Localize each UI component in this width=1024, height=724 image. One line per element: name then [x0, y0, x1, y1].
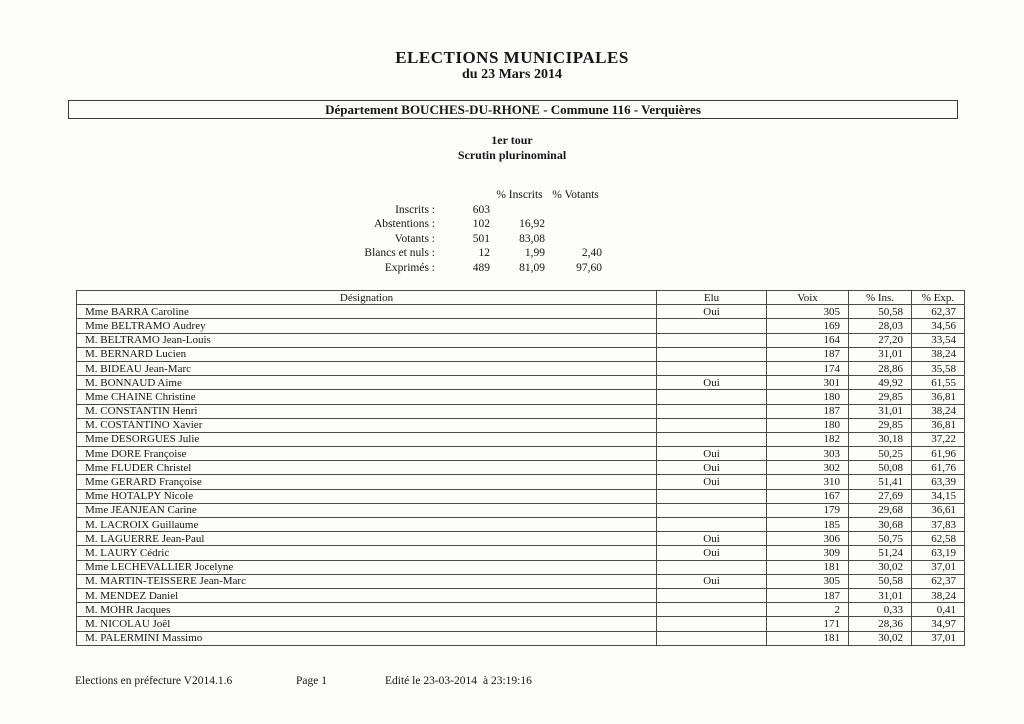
summary-label: Votants :	[394, 232, 435, 245]
candidate-voix: 180	[767, 418, 849, 432]
candidate-elu	[657, 603, 767, 617]
results-header-row	[77, 291, 965, 305]
candidate-elu: Oui	[657, 546, 767, 560]
candidate-voix: 181	[767, 560, 849, 574]
candidate-pct-exp: 37,01	[912, 631, 965, 645]
candidate-designation: M. LACROIX Guillaume	[77, 518, 657, 532]
summary-pct-votants	[547, 203, 604, 218]
summary-header-spacer	[437, 188, 492, 203]
candidate-row	[77, 518, 965, 532]
candidate-row	[77, 418, 965, 432]
summary-label: Blancs et nuls :	[364, 247, 435, 260]
candidate-elu	[657, 347, 767, 361]
summary-value: 501	[472, 232, 490, 245]
candidate-designation: Mme GERARD Françoise	[77, 475, 657, 489]
summary-row	[252, 246, 604, 261]
candidate-row	[77, 546, 965, 560]
candidate-designation: Mme BELTRAMO Audrey	[77, 319, 657, 333]
candidate-voix: 185	[767, 518, 849, 532]
candidate-designation: Mme CHAINE Christine	[77, 390, 657, 404]
results-table	[76, 290, 965, 646]
candidate-pct-exp: 61,96	[912, 447, 965, 461]
summary-header	[252, 188, 604, 203]
summary-pct-inscrits: 81,09	[519, 261, 545, 274]
page-subtitle: du 23 Mars 2014	[462, 67, 562, 82]
candidate-designation: Mme LECHEVALLIER Jocelyne	[77, 560, 657, 574]
candidate-designation: Mme BARRA Caroline	[77, 305, 657, 319]
candidate-voix: 309	[767, 546, 849, 560]
candidate-pct-exp: 36,81	[912, 418, 965, 432]
candidate-designation: M. MARTIN-TEISSERE Jean-Marc	[77, 574, 657, 588]
candidate-designation: Mme JEANJEAN Carine	[77, 503, 657, 517]
candidate-elu: Oui	[657, 461, 767, 475]
candidate-elu	[657, 503, 767, 517]
candidate-pct-exp: 37,01	[912, 560, 965, 574]
candidate-pct-ins: 31,01	[849, 588, 912, 602]
candidate-row	[77, 305, 965, 319]
summary-header-row	[252, 188, 604, 203]
department-banner: Département BOUCHES-DU-RHONE - Commune 116 - Verquières	[68, 100, 958, 119]
candidate-voix: 310	[767, 475, 849, 489]
header-elu: Elu	[657, 291, 767, 305]
candidate-designation: M. LAURY Cédric	[77, 546, 657, 560]
header-pct-ins: % Ins.	[849, 291, 912, 305]
candidate-elu: Oui	[657, 447, 767, 461]
candidate-elu: Oui	[657, 475, 767, 489]
candidate-pct-ins: 29,85	[849, 390, 912, 404]
candidate-voix: 181	[767, 631, 849, 645]
candidate-designation: M. LAGUERRE Jean-Paul	[77, 532, 657, 546]
candidate-row	[77, 631, 965, 645]
candidate-voix: 306	[767, 532, 849, 546]
page-title: ELECTIONS MUNICIPALES	[395, 48, 629, 67]
summary-pct-inscrits	[492, 203, 547, 218]
summary-pct-inscrits: 83,08	[519, 232, 545, 245]
candidate-row	[77, 461, 965, 475]
candidate-voix: 180	[767, 390, 849, 404]
candidate-pct-exp: 38,24	[912, 588, 965, 602]
candidate-designation: M. BELTRAMO Jean-Louis	[77, 333, 657, 347]
candidate-elu	[657, 588, 767, 602]
candidate-pct-exp: 36,61	[912, 503, 965, 517]
candidate-voix: 303	[767, 447, 849, 461]
candidate-pct-ins: 50,58	[849, 305, 912, 319]
summary-pct-votants: 97,60	[576, 261, 602, 274]
candidate-pct-ins: 29,68	[849, 503, 912, 517]
candidate-elu	[657, 361, 767, 375]
candidate-pct-ins: 30,02	[849, 631, 912, 645]
candidate-pct-ins: 28,36	[849, 617, 912, 631]
candidate-row	[77, 532, 965, 546]
header-voix: Voix	[767, 291, 849, 305]
summary-body	[252, 203, 604, 276]
candidate-pct-exp: 61,55	[912, 376, 965, 390]
candidate-pct-ins: 51,41	[849, 475, 912, 489]
candidate-designation: M. BERNARD Lucien	[77, 347, 657, 361]
summary-value: 489	[472, 261, 490, 274]
candidate-row	[77, 319, 965, 333]
candidate-pct-ins: 27,20	[849, 333, 912, 347]
candidate-elu	[657, 333, 767, 347]
candidate-pct-exp: 33,54	[912, 333, 965, 347]
candidate-row	[77, 588, 965, 602]
candidate-voix: 187	[767, 588, 849, 602]
candidate-voix: 179	[767, 503, 849, 517]
candidate-voix: 187	[767, 347, 849, 361]
candidate-designation: Mme FLUDER Christel	[77, 461, 657, 475]
summary-pct-votants	[547, 217, 604, 232]
candidate-pct-exp: 63,39	[912, 475, 965, 489]
candidate-pct-ins: 30,02	[849, 560, 912, 574]
candidate-pct-ins: 31,01	[849, 404, 912, 418]
candidate-pct-exp: 0,41	[912, 603, 965, 617]
summary-row	[252, 261, 604, 276]
candidate-row	[77, 617, 965, 631]
summary-row	[252, 232, 604, 247]
summary-row	[252, 217, 604, 232]
summary-header-pct-votants: % Votants	[552, 189, 599, 202]
summary-header-spacer	[252, 188, 437, 203]
summary-label: Inscrits :	[395, 203, 435, 216]
summary-value: 102	[472, 218, 490, 231]
candidate-row	[77, 603, 965, 617]
candidate-pct-ins: 28,03	[849, 319, 912, 333]
candidate-pct-exp: 35,58	[912, 361, 965, 375]
candidate-pct-ins: 50,58	[849, 574, 912, 588]
candidate-designation: M. NICOLAU Joël	[77, 617, 657, 631]
candidate-elu	[657, 404, 767, 418]
candidate-elu	[657, 489, 767, 503]
candidate-row	[77, 347, 965, 361]
candidate-voix: 167	[767, 489, 849, 503]
candidate-pct-exp: 37,83	[912, 518, 965, 532]
candidate-voix: 2	[767, 603, 849, 617]
candidate-row	[77, 361, 965, 375]
candidate-pct-exp: 34,56	[912, 319, 965, 333]
round-label: 1er tour	[491, 133, 533, 147]
candidate-voix: 182	[767, 432, 849, 446]
candidate-designation: M. CONSTANTIN Henri	[77, 404, 657, 418]
candidate-row	[77, 574, 965, 588]
candidate-voix: 171	[767, 617, 849, 631]
candidate-elu	[657, 390, 767, 404]
candidate-voix: 164	[767, 333, 849, 347]
candidate-row	[77, 475, 965, 489]
candidate-row	[77, 390, 965, 404]
candidate-pct-exp: 38,24	[912, 347, 965, 361]
candidate-pct-ins: 51,24	[849, 546, 912, 560]
header-designation: Désignation	[77, 291, 657, 305]
candidate-voix: 302	[767, 461, 849, 475]
candidate-elu	[657, 319, 767, 333]
candidate-designation: Mme DESORGUES Julie	[77, 432, 657, 446]
candidate-elu: Oui	[657, 532, 767, 546]
candidate-pct-ins: 30,18	[849, 432, 912, 446]
candidate-designation: Mme HOTALPY Nicole	[77, 489, 657, 503]
footer-version: Elections en préfecture V2014.1.6	[75, 675, 233, 687]
candidate-elu	[657, 518, 767, 532]
candidate-pct-exp: 62,37	[912, 305, 965, 319]
candidate-pct-exp: 38,24	[912, 404, 965, 418]
footer-edit-date: Edité le 23-03-2014	[385, 675, 477, 687]
candidate-pct-exp: 63,19	[912, 546, 965, 560]
candidate-designation: M. PALERMINI Massimo	[77, 631, 657, 645]
candidate-elu	[657, 418, 767, 432]
candidate-pct-ins: 27,69	[849, 489, 912, 503]
candidate-designation: M. MOHR Jacques	[77, 603, 657, 617]
summary-value: 603	[472, 203, 490, 216]
footer-page-number: Page 1	[296, 675, 327, 687]
candidate-pct-ins: 28,86	[849, 361, 912, 375]
candidate-row	[77, 447, 965, 461]
ballot-type-label: Scrutin plurinominal	[457, 148, 567, 162]
summary-value: 12	[478, 247, 490, 260]
candidate-elu: Oui	[657, 305, 767, 319]
candidate-pct-exp: 62,58	[912, 532, 965, 546]
candidate-elu	[657, 631, 767, 645]
candidate-elu	[657, 560, 767, 574]
candidate-row	[77, 432, 965, 446]
summary-label: Abstentions :	[373, 218, 435, 231]
candidate-designation: Mme DORE Françoise	[77, 447, 657, 461]
candidate-designation: M. BONNAUD Aime	[77, 376, 657, 390]
candidate-elu	[657, 617, 767, 631]
candidate-pct-ins: 50,08	[849, 461, 912, 475]
candidate-pct-exp: 61,76	[912, 461, 965, 475]
candidate-row	[77, 503, 965, 517]
summary-pct-votants: 2,40	[581, 247, 602, 260]
candidate-voix: 301	[767, 376, 849, 390]
summary-pct-inscrits: 16,92	[519, 218, 545, 231]
candidate-designation: M. COSTANTINO Xavier	[77, 418, 657, 432]
summary-pct-votants	[547, 232, 604, 247]
summary-table	[252, 188, 604, 275]
candidate-pct-exp: 36,81	[912, 390, 965, 404]
header-pct-exp: % Exp.	[912, 291, 965, 305]
summary-row	[252, 203, 604, 218]
candidate-voix: 305	[767, 574, 849, 588]
candidate-elu	[657, 432, 767, 446]
candidate-pct-exp: 37,22	[912, 432, 965, 446]
candidate-pct-ins: 50,25	[849, 447, 912, 461]
candidate-designation: M. BIDEAU Jean-Marc	[77, 361, 657, 375]
candidate-pct-ins: 31,01	[849, 347, 912, 361]
candidate-elu: Oui	[657, 376, 767, 390]
candidate-row	[77, 376, 965, 390]
candidate-elu: Oui	[657, 574, 767, 588]
candidate-pct-ins: 49,92	[849, 376, 912, 390]
summary-pct-inscrits: 1,99	[524, 247, 545, 260]
candidate-pct-ins: 50,75	[849, 532, 912, 546]
results-tbody	[77, 305, 965, 646]
candidate-pct-exp: 62,37	[912, 574, 965, 588]
candidate-row	[77, 489, 965, 503]
footer-edit-time: à 23:19:16	[483, 675, 532, 687]
candidate-pct-ins: 30,68	[849, 518, 912, 532]
summary-label: Exprimés :	[384, 261, 435, 274]
candidate-pct-exp: 34,15	[912, 489, 965, 503]
candidate-voix: 174	[767, 361, 849, 375]
results-header	[77, 291, 965, 305]
candidate-voix: 187	[767, 404, 849, 418]
summary-header-pct-inscrits: % Inscrits	[496, 189, 543, 202]
candidate-row	[77, 404, 965, 418]
candidate-row	[77, 333, 965, 347]
candidate-pct-ins: 29,85	[849, 418, 912, 432]
candidate-row	[77, 560, 965, 574]
candidate-pct-exp: 34,97	[912, 617, 965, 631]
candidate-voix: 305	[767, 305, 849, 319]
candidate-designation: M. MENDEZ Daniel	[77, 588, 657, 602]
candidate-voix: 169	[767, 319, 849, 333]
candidate-pct-ins: 0,33	[849, 603, 912, 617]
